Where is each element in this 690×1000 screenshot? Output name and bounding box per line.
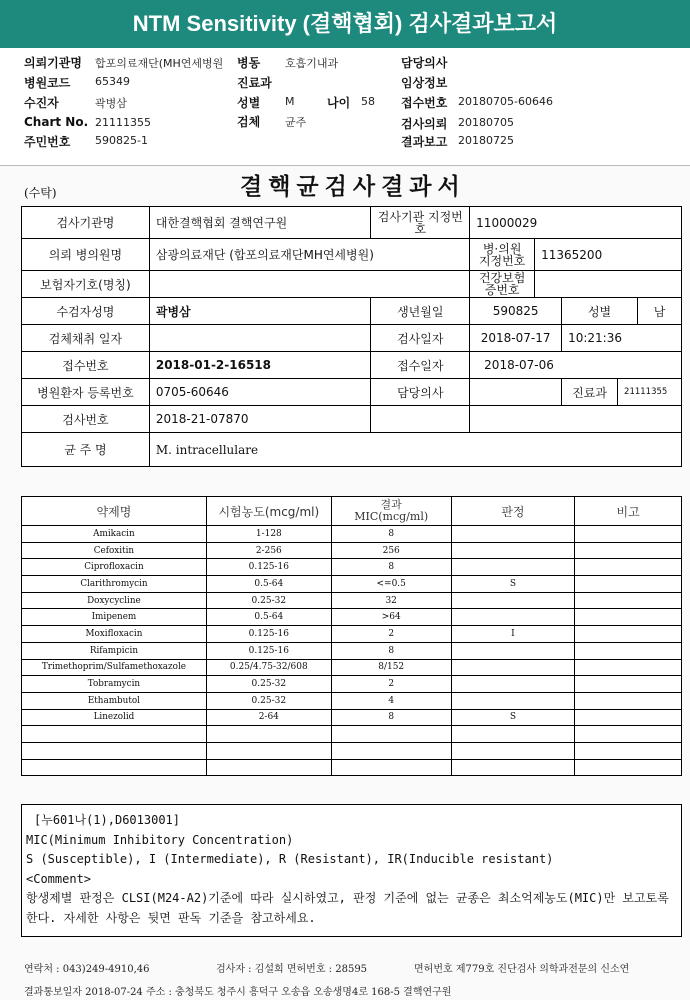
chart-label: Chart No. [24, 115, 89, 129]
sex-value: M [285, 95, 295, 108]
empty-row [22, 726, 682, 743]
test-date-value: 2018-07-17 [470, 325, 562, 352]
test-date-label: 검사일자 [371, 325, 470, 352]
birth-value: 590825 [470, 298, 562, 325]
drug-name: Imipenem [22, 609, 207, 626]
drug-name: Ciprofloxacin [22, 559, 207, 576]
footer-tester: 검사자 : 김설희 면허번호 : 28595 [216, 964, 368, 975]
footer-contact: 연락처 : 043)249-4910,46 [24, 964, 150, 975]
drug-mic: >64 [331, 609, 451, 626]
clinical-label: 임상정보 [401, 76, 448, 90]
sex-label: 성별 [237, 96, 261, 110]
attending-value [470, 379, 562, 406]
comment-mic-line: MIC(Minimum Inhibitory Concentration) [26, 832, 294, 847]
doctor-label: 담당의사 [401, 56, 448, 70]
drug-name: Doxycycline [22, 592, 207, 609]
drug-name: Tobramycin [22, 676, 207, 693]
drug-judgement [451, 642, 575, 659]
empty-cell [451, 759, 575, 776]
reg-date-label: 접수일자 [371, 352, 470, 379]
drug-range: 0.25/4.75-32/608 [206, 659, 331, 676]
specimen-label: 검체 [237, 115, 261, 129]
comment-label: <Comment> [26, 871, 92, 886]
patient-reg-label: 병원환자 등록번호 [22, 379, 150, 406]
empty-cell [331, 742, 451, 759]
empty-cell [451, 742, 575, 759]
drug-note [575, 676, 682, 693]
receipt-no-label: 접수번호 [401, 96, 448, 110]
attending-label: 담당의사 [371, 379, 470, 406]
specimen-value: 균주 [285, 116, 307, 129]
drug-range: 0.25-32 [206, 692, 331, 709]
drug-note [575, 559, 682, 576]
drug-row [22, 576, 682, 593]
drug-name: Cefoxitin [22, 542, 207, 559]
drug-range: 0.125-16 [206, 626, 331, 643]
drug-row [22, 542, 682, 559]
insured-value [149, 271, 469, 298]
drug-mic: <=0.5 [331, 576, 451, 593]
drug-row [22, 592, 682, 609]
drug-name: Rifampicin [22, 642, 207, 659]
report-window-title: NTM Sensitivity (결핵협회) 검사결과보고서 [0, 0, 690, 48]
drug-note [575, 592, 682, 609]
drug-judgement [451, 542, 575, 559]
institution-value: 합포의료재단(MH연세병원 [95, 57, 224, 70]
drug-mic: 2 [331, 626, 451, 643]
drug-mic: 8/152 [331, 659, 451, 676]
hospital-code-value: 65349 [95, 75, 130, 88]
empty-cell [206, 742, 331, 759]
drug-range: 0.5-64 [206, 609, 331, 626]
test-no-label: 검사번호 [22, 406, 150, 433]
organism-label: 균 주 명 [22, 433, 150, 467]
empty-cell [22, 726, 207, 743]
drug-note [575, 576, 682, 593]
drug-judgement [451, 559, 575, 576]
request-label: 검사의뢰 [401, 117, 448, 131]
drug-range: 0.125-16 [206, 642, 331, 659]
drug-row [22, 609, 682, 626]
empty-cell [575, 742, 682, 759]
lab-code-value: 11000029 [470, 207, 682, 239]
empty-cell [451, 726, 575, 743]
mic-header [331, 497, 451, 526]
drug-judgement [451, 659, 575, 676]
drug-name: Amikacin [22, 526, 207, 543]
drug-mic: 4 [331, 692, 451, 709]
collect-label: 검체채취 일자 [22, 325, 150, 352]
drug-row [22, 526, 682, 543]
drug-row [22, 659, 682, 676]
drug-mic: 32 [331, 592, 451, 609]
empty-cell [575, 726, 682, 743]
reg-no-label: 접수번호 [22, 352, 150, 379]
drug-judgement: S [451, 709, 575, 726]
collect-value [149, 325, 371, 352]
drug-mic: 8 [331, 526, 451, 543]
empty-cell [22, 759, 207, 776]
empty-cell [206, 726, 331, 743]
drug-judgement [451, 609, 575, 626]
drug-note [575, 626, 682, 643]
health-ins-value [535, 271, 682, 298]
judge-header: 판정 [451, 497, 575, 526]
drug-note [575, 526, 682, 543]
dept-label-cell: 진료과 [562, 379, 618, 406]
hospital-code-label: 병원코드 [24, 76, 71, 90]
name-value: 곽병삼 [149, 298, 371, 325]
drug-range: 0.125-16 [206, 559, 331, 576]
drug-name: Ethambutol [22, 692, 207, 709]
drug-range: 0.25-32 [206, 592, 331, 609]
sex-label-cell: 성별 [562, 298, 638, 325]
drug-row [22, 709, 682, 726]
patient-label: 수진자 [24, 96, 59, 110]
patient-reg-value: 0705-60646 [149, 379, 371, 406]
organism-value: M. intracellulare [149, 433, 681, 467]
rrn-label: 주민번호 [24, 135, 71, 149]
drug-mic: 2 [331, 676, 451, 693]
drug-judgement: I [451, 626, 575, 643]
comment-body: 항생제별 판정은 CLSI(M24-A2)기준에 따라 실시하였고, 판정 기준에 없는 균종은 최소억제농도(MIC)만 보고토록 한다. 자세한 사항은 뒷면 판독 기준을 참고하세요. [26, 891, 669, 925]
drug-range: 1-128 [206, 526, 331, 543]
birth-label: 생년월일 [371, 298, 470, 325]
drug-note [575, 642, 682, 659]
comment-box [21, 804, 682, 937]
drug-row [22, 559, 682, 576]
footer-issued: 결과통보일자 2018-07-24 주소 : 충청북도 청주시 흥덕구 오송읍 오송생명4로 168-5 결핵연구원 [24, 987, 452, 998]
req-hospital-value: 삼광의료재단 (합포의료재단MH연세병원) [149, 239, 469, 271]
comment-legend-line: S (Susceptible), I (Intermediate), R (Resistant), IR(Inducible resistant) [26, 852, 554, 866]
drug-name: Linezolid [22, 709, 207, 726]
mic-header-line2: MIC(mcg/ml) [354, 510, 429, 523]
rrn-value: 590825-1 [95, 134, 148, 147]
age-label: 나이 [327, 96, 351, 110]
drug-range: 0.25-32 [206, 676, 331, 693]
lab-label: 검사기관명 [22, 207, 150, 239]
reg-no-value: 2018-01-2-16518 [149, 352, 371, 379]
sex-value-cell: 남 [638, 298, 682, 325]
dept-value-cell: 21111355 [618, 379, 682, 406]
empty-cell [206, 759, 331, 776]
drug-mic: 8 [331, 709, 451, 726]
footer-license: 면허번호 제779호 진단검사 의학과전문의 신소연 [414, 964, 630, 975]
name-label: 수검자성명 [22, 298, 150, 325]
dept-label: 진료과 [237, 76, 272, 90]
drug-note [575, 609, 682, 626]
insured-label: 보험자기호(명칭) [22, 271, 150, 298]
request-value: 20180705 [458, 116, 514, 129]
drug-mic: 8 [331, 642, 451, 659]
drug-range: 0.5-64 [206, 576, 331, 593]
drug-name: Moxifloxacin [22, 626, 207, 643]
drug-name: Trimethoprim/Sulfamethoxazole [22, 659, 207, 676]
drug-note [575, 659, 682, 676]
drug-name: Clarithromycin [22, 576, 207, 593]
receipt-no-value: 20180705-60646 [458, 95, 553, 108]
req-code-label: 병·의원 지정번호 [470, 239, 535, 271]
institution-label: 의뢰기관명 [24, 56, 82, 70]
drug-mic: 256 [331, 542, 451, 559]
empty-row [22, 742, 682, 759]
range-header: 시험농도(mcg/ml) [206, 497, 331, 526]
drug-note [575, 709, 682, 726]
drug-judgement: S [451, 576, 575, 593]
drug-judgement [451, 692, 575, 709]
mic-header-line1: 결과 [380, 498, 402, 511]
drug-judgement [451, 592, 575, 609]
note-header: 비고 [575, 497, 682, 526]
req-hospital-label: 의뢰 병의원명 [22, 239, 150, 271]
empty-cell [575, 759, 682, 776]
report-date-label: 결과보고 [401, 135, 448, 149]
empty-cell [22, 742, 207, 759]
drug-judgement [451, 676, 575, 693]
drug-header: 약제명 [22, 497, 207, 526]
test-no-value: 2018-21-07870 [149, 406, 371, 433]
receipt-mark: (수탁) [24, 186, 57, 200]
patient-info-table [21, 206, 682, 467]
drug-range: 2-64 [206, 709, 331, 726]
lab-value: 대한결핵협회 결핵연구원 [149, 207, 371, 239]
report-date-value: 20180725 [458, 134, 514, 147]
ward-value: 호흡기내과 [285, 57, 339, 70]
patient-value: 곽병삼 [95, 97, 127, 110]
susceptibility-table [21, 496, 682, 776]
health-ins-label: 건강보험 증번호 [470, 271, 535, 298]
drug-note [575, 692, 682, 709]
empty-cell [331, 759, 451, 776]
chart-value: 21111355 [95, 116, 151, 129]
comment-code: [누601나(1),D6013001] [34, 813, 181, 827]
req-code-value: 11365200 [535, 239, 682, 271]
drug-judgement [451, 526, 575, 543]
drug-range: 2-256 [206, 542, 331, 559]
report-title: 결핵균검사결과서 [240, 173, 466, 200]
empty-cell [331, 726, 451, 743]
ward-label: 병동 [237, 56, 261, 70]
drug-mic: 8 [331, 559, 451, 576]
drug-note [575, 542, 682, 559]
drug-row [22, 626, 682, 643]
drug-row [22, 676, 682, 693]
drug-row [22, 642, 682, 659]
test-time-value: 10:21:36 [562, 325, 682, 352]
age-value: 58 [361, 95, 375, 108]
request-header [0, 48, 690, 166]
reg-date-value: 2018-07-06 [470, 352, 682, 379]
lab-code-label: 검사기관 지정번호 [371, 207, 470, 239]
empty-row [22, 759, 682, 776]
drug-row [22, 692, 682, 709]
